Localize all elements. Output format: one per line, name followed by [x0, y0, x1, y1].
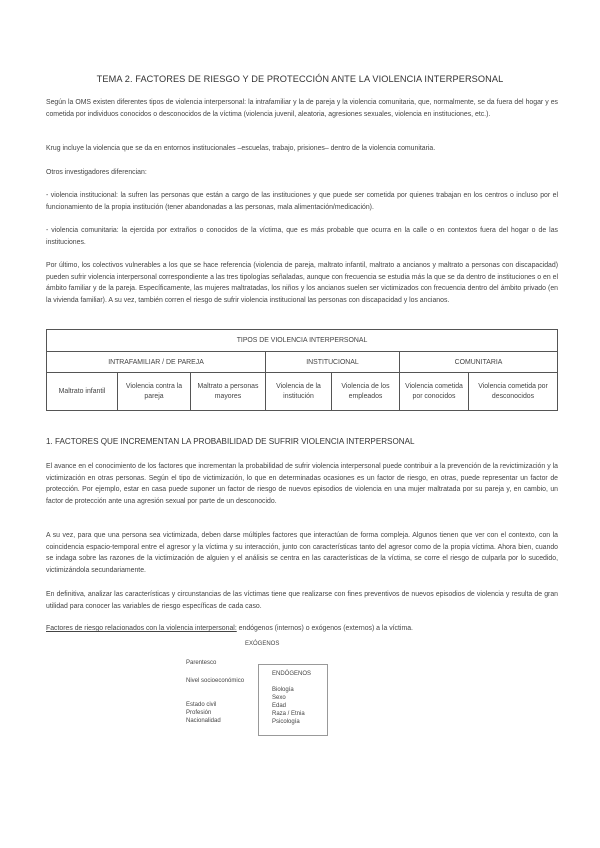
paragraph-violencia-comunitaria: - violencia comunitaria: la ejercida por extraños o conocidos de la víctima, que es más probable que ocurra en la calle o en contextos fuera del hogar o de las instituciones. [46, 227, 558, 246]
table-group-institucional: INSTITUCIONAL [266, 352, 400, 373]
section-heading: 1. FACTORES QUE INCREMENTAN LA PROBABILIDAD DE SUFRIR VIOLENCIA INTERPERSONAL [46, 437, 415, 446]
paragraph-definitiva: En definitiva, analizar las características y circunstancias de las víctimas tiene que realizarse con fines preventivos de nuevos episodios de violencia y resulta de gran utilidad para conocer las variables de riesgo específicas de cada caso. [46, 591, 558, 610]
exogenos-label: EXÓGENOS [245, 641, 280, 647]
paragraph-otros: Otros investigadores diferencian: [46, 169, 147, 176]
paragraph-victimizada: A su vez, para que una persona sea victimizada, deben darse múltiples factores que interactúan de forma compleja. Algunos tienen que ver con el contexto, con la coincidencia espacio-temporal entre el agresor y la víctima y su interacción, junto con características tanto del agresor como de la propia víctima. Ahora bien, cuando se indaga sobre las razones de la victimización de alguien y el análisis se centra en las características de la víctima, se corre el riesgo de culparla por lo sucedido, victimizándola secundariamente. [46, 532, 558, 574]
table-cell: Violencia de la institución [266, 373, 332, 411]
factors-rest: endógenos (internos) o exógenos (externos) a la víctima. [236, 625, 413, 632]
table-cell: Maltrato a personas mayores [191, 373, 266, 411]
exogenos-item: Profesión [186, 710, 212, 716]
table-title: TIPOS DE VIOLENCIA INTERPERSONAL [47, 330, 558, 352]
endogenos-label: ENDÓGENOS [272, 671, 312, 677]
endogenos-item: Edad [272, 703, 287, 709]
page-title: TEMA 2. FACTORES DE RIESGO Y DE PROTECCIÓN ANTE LA VIOLENCIA INTERPERSONAL [96, 74, 504, 84]
table-group-comunitaria: COMUNITARIA [400, 352, 558, 373]
exogenos-item: Parentesco [186, 660, 217, 666]
table-cell: Violencia de los empleados [332, 373, 400, 411]
endogenos-item: Psicología [272, 719, 300, 725]
table-group-intrafamiliar: INTRAFAMILIAR / DE PAREJA [47, 352, 266, 373]
paragraph-factores [46, 623, 558, 635]
endogenos-item: Biología [272, 687, 294, 693]
endogenos-item: Raza / Etnia [272, 711, 305, 717]
paragraph-violencia-institucional: - violencia institucional: la sufren las personas que están a cargo de las instituciones y que puede ser cometida por quienes trabajan en los centros o incluso por el funcionamiento de la propia institución (tener abandonadas a las personas, mala alimentación/medicación). [46, 192, 558, 211]
exogenos-item: Estado civil [186, 702, 217, 708]
table-cell: Maltrato infantil [47, 373, 118, 411]
exogenos-item: Nacionalidad [186, 718, 221, 724]
violence-types-table [46, 329, 558, 411]
paragraph-colectivos: Por último, los colectivos vulnerables a los que se hace referencia (violencia de pareja, maltrato infantil, maltrato a ancianos y maltrato a personas con discapacidad) pueden sufrir violencia interpersonal correspondiente a las tres tipologías señaladas, aunque con frecuencia se estudia más la que se da dentro de instituciones o en el ámbito familiar y de la pareja. Específicamente, las mujeres maltratadas, los niños y los ancianos suelen ser victimizados con frecuencia dentro del ámbito privado (en la vivienda familiar). A su vez, también corren el riesgo de sufrir violencia institucional las personas con discapacidad y los ancianos. [46, 262, 558, 304]
factors-label: Factores de riesgo relacionados con la violencia interpersonal: [46, 625, 237, 632]
endogenos-item: Sexo [272, 695, 286, 701]
paragraph-oms: Según la OMS existen diferentes tipos de violencia interpersonal: la intrafamiliar y la de pareja y la violencia comunitaria, que, normalmente, se da fuera del hogar y es cometida por individuos conocidos o desconocidos de la víctima (violencia juvenil, aleatoria, agresiones sexuales, violencia en instituciones, etc.). [46, 99, 558, 118]
paragraph-krug: Krug incluye la violencia que se da en entornos institucionales –escuelas, trabajo, prisiones– dentro de la violencia comunitaria. [46, 145, 436, 152]
table-cell: Violencia cometida por desconocidos [469, 373, 558, 411]
exogenos-item: Nivel socioeconómico [186, 678, 245, 684]
paragraph-avance: El avance en el conocimiento de los factores que incrementan la probabilidad de sufrir violencia interpersonal puede contribuir a la prevención de la revictimización y la victimización en otras personas. Según el tipo de victimización, lo que en determinadas ocasiones es un factor de riesgo, en otras, puede representar un factor de protección. Por ejemplo, estar en casa puede suponer un factor de riesgo de nuevos episodios de violencia en una mujer maltratada por su pareja y, en cambio, un factor de protección ante una agresión sexual por parte de un desconocido. [46, 463, 558, 505]
table-cell: Violencia cometida por conocidos [400, 373, 469, 411]
table-cell: Violencia contra la pareja [118, 373, 191, 411]
